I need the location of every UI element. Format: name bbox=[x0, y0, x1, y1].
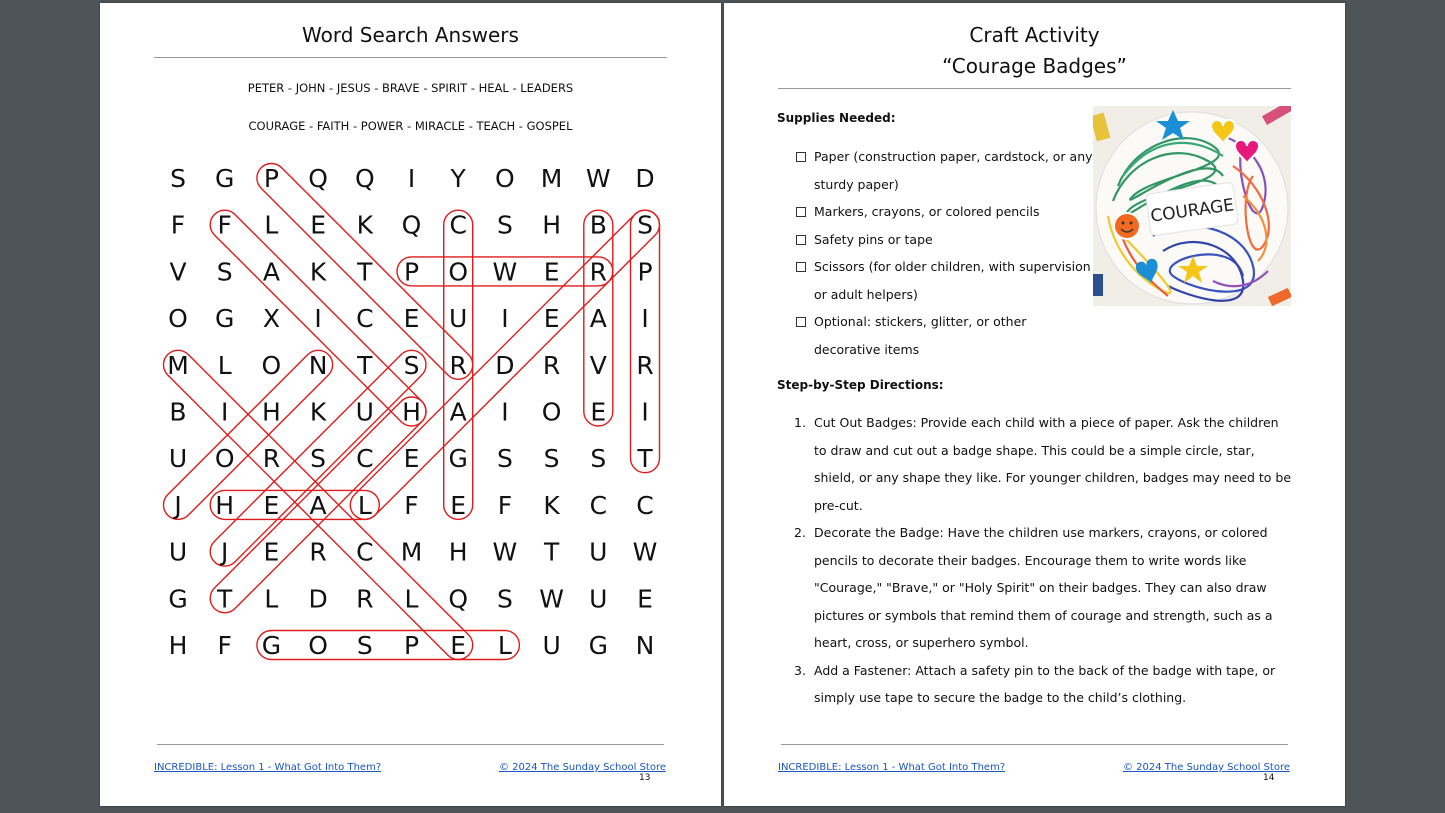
grid-letter: U bbox=[168, 444, 188, 474]
grid-letter: E bbox=[403, 304, 420, 334]
step-number: 2. bbox=[794, 525, 806, 540]
grid-letter: J bbox=[221, 537, 229, 567]
grid-letter: A bbox=[589, 304, 607, 334]
grid-letter: G bbox=[448, 444, 468, 474]
grid-letter: K bbox=[356, 210, 374, 240]
grid-letter: Q bbox=[308, 164, 328, 193]
grid-letter: C bbox=[449, 210, 467, 240]
grid-letter: O bbox=[214, 444, 235, 474]
grid-letter: H bbox=[168, 631, 188, 660]
grid-letter: S bbox=[590, 444, 607, 474]
grid-letter: C bbox=[589, 490, 608, 520]
grid-letter: L bbox=[497, 631, 512, 660]
grid-letter: T bbox=[357, 257, 373, 287]
word-search-grid bbox=[100, 3, 721, 703]
grid-letter: L bbox=[404, 584, 419, 614]
grid-letter: S bbox=[496, 210, 513, 240]
grid-letter: W bbox=[539, 584, 564, 614]
grid-letter: S bbox=[496, 584, 513, 614]
footer-lesson-link[interactable]: INCREDIBLE: Lesson 1 - What Got Into Them? bbox=[154, 762, 382, 773]
grid-letter: W bbox=[492, 537, 518, 567]
page-title-line-1: Craft Activity bbox=[969, 23, 1100, 47]
grid-letter: E bbox=[637, 584, 653, 614]
grid-letter: R bbox=[356, 584, 374, 614]
grid-letter: E bbox=[450, 631, 467, 660]
grid-letter: S bbox=[637, 210, 653, 240]
grid-letter: P bbox=[637, 257, 653, 287]
grid-letter: D bbox=[308, 584, 328, 614]
grid-letter: O bbox=[495, 164, 515, 193]
grid-letter: H bbox=[261, 397, 281, 427]
supplies-list bbox=[796, 143, 1096, 363]
grid-letter: C bbox=[356, 444, 374, 474]
grid-letter: E bbox=[543, 304, 560, 334]
footer-copyright-link[interactable]: © 2024 The Sunday School Store bbox=[499, 762, 666, 773]
footer-divider bbox=[157, 744, 664, 745]
page-14 bbox=[724, 3, 1345, 806]
grid-letter: B bbox=[169, 397, 187, 427]
grid-letter: G bbox=[261, 631, 282, 660]
step-number: 3. bbox=[794, 662, 806, 678]
grid-letter: L bbox=[264, 210, 279, 240]
grid-letter: J bbox=[174, 490, 182, 520]
grid-letter: K bbox=[543, 490, 560, 520]
grid-letter: S bbox=[216, 257, 233, 287]
step-text: Decorate the Badge: Have the children use markers, crayons, or colored pencils to decorate their badges. Encourage them to write words like "Courage," "Brave," or "Holy Spirit" on their badges. They can also draw pictures or symbols that remind them of courage and strength, such as a heart, cross, or superhero symbol. bbox=[814, 525, 1273, 650]
grid-letter: C bbox=[636, 490, 654, 520]
grid-letter: W bbox=[492, 257, 518, 287]
supply-text: Markers, crayons, or colored pencils bbox=[814, 204, 1040, 219]
grid-letter: V bbox=[589, 350, 607, 380]
grid-letter: H bbox=[542, 210, 562, 240]
checkbox-icon[interactable] bbox=[796, 207, 806, 217]
grid-letter: K bbox=[309, 257, 327, 287]
title-divider bbox=[778, 88, 1291, 89]
grid-letter: X bbox=[262, 304, 280, 334]
grid-letter: O bbox=[308, 631, 328, 660]
checkbox-icon[interactable] bbox=[796, 152, 806, 162]
supply-text: Paper (construction paper, cardstock, or any sturdy paper) bbox=[814, 149, 1093, 192]
supply-text: Safety pins or tape bbox=[814, 231, 933, 247]
supply-item bbox=[796, 308, 1096, 363]
word-list-line-1: PETER - JOHN - JESUS - BRAVE - SPIRIT - HEAL - LEADERS bbox=[247, 81, 574, 95]
directions-list bbox=[794, 409, 1294, 712]
step-text: Cut Out Badges: Provide each child with a piece of paper. Ask the children to draw and cut out a badge shape. This could be a simple circle, star, shield, or any shape they like. For younger children, badges may need to be pre-cut. bbox=[814, 415, 1292, 513]
answer-highlight-spirit bbox=[631, 210, 660, 473]
grid-letter: F bbox=[497, 490, 513, 520]
grid-letter: I bbox=[501, 304, 509, 334]
grid-letter: M bbox=[167, 350, 189, 380]
grid-letter: Q bbox=[448, 584, 469, 614]
grid-letter: E bbox=[590, 397, 607, 427]
grid-letter: S bbox=[543, 444, 560, 474]
footer-copyright-link[interactable]: © 2024 The Sunday School Store bbox=[1123, 762, 1290, 773]
grid-letter: T bbox=[217, 584, 233, 614]
grid-letter: M bbox=[540, 164, 563, 193]
directions-heading: Step-by-Step Directions: bbox=[777, 378, 944, 392]
checkbox-icon[interactable] bbox=[796, 262, 806, 272]
grid-letter: R bbox=[309, 537, 327, 567]
grid-letter: E bbox=[403, 444, 420, 474]
grid-letter: O bbox=[261, 350, 282, 380]
grid-letter: T bbox=[357, 350, 373, 380]
grid-letter: L bbox=[217, 350, 232, 380]
step-text: Add a Fastener: Attach a safety pin to the back of the badge with tape, or simply use tape to secure the badge to the child’s clothing. bbox=[814, 662, 1276, 705]
grid-letter: I bbox=[221, 397, 229, 427]
grid-letter: V bbox=[169, 257, 187, 287]
footer-divider bbox=[781, 744, 1288, 745]
grid-letter: O bbox=[448, 257, 469, 287]
grid-letter: L bbox=[264, 584, 279, 614]
grid-letter: A bbox=[262, 257, 280, 287]
grid-letter: H bbox=[448, 537, 468, 567]
grid-letter: S bbox=[356, 631, 373, 660]
grid-letter: E bbox=[450, 490, 467, 520]
grid-letter: S bbox=[170, 164, 186, 193]
grid-letter: B bbox=[589, 210, 607, 240]
grid-letter: E bbox=[543, 257, 560, 287]
supply-item bbox=[796, 226, 1096, 254]
grid-letter: A bbox=[449, 397, 467, 427]
grid-letter: H bbox=[402, 397, 421, 427]
grid-letter: I bbox=[314, 304, 322, 334]
grid-letter: R bbox=[636, 350, 654, 380]
grid-letter: U bbox=[355, 397, 374, 427]
grid-letter: U bbox=[449, 304, 468, 334]
grid-letter: Q bbox=[354, 164, 375, 193]
grid-letter: Y bbox=[450, 164, 466, 193]
grid-letter: U bbox=[542, 631, 561, 660]
grid-letter: S bbox=[496, 444, 513, 474]
grid-letter: L bbox=[357, 490, 372, 520]
footer-lesson-link[interactable]: INCREDIBLE: Lesson 1 - What Got Into Them? bbox=[778, 762, 1006, 773]
grid-letter: S bbox=[403, 350, 420, 380]
grid-letter: R bbox=[449, 350, 467, 380]
grid-letter: P bbox=[403, 257, 420, 287]
grid-letter: O bbox=[541, 397, 562, 427]
answer-highlight-gospel bbox=[257, 631, 520, 660]
grid-letter: M bbox=[400, 537, 423, 567]
grid-letter: C bbox=[356, 304, 374, 334]
direction-step bbox=[794, 657, 1294, 712]
page-number: 13 bbox=[639, 773, 651, 783]
grid-letter: D bbox=[495, 350, 515, 380]
grid-letter: R bbox=[542, 350, 561, 380]
grid-letter: R bbox=[262, 444, 281, 474]
grid-letter: O bbox=[168, 304, 188, 334]
checkbox-icon[interactable] bbox=[796, 235, 806, 245]
grid-letter: W bbox=[632, 537, 658, 567]
grid-letter: T bbox=[637, 444, 653, 474]
grid-letter: I bbox=[641, 304, 649, 334]
grid-letter: T bbox=[543, 537, 560, 567]
word-list-line-2: COURAGE - FAITH - POWER - MIRACLE - TEACH - GOSPEL bbox=[248, 119, 573, 133]
page-13 bbox=[100, 3, 721, 806]
page-number: 14 bbox=[1263, 773, 1275, 783]
grid-letter: S bbox=[310, 444, 327, 474]
grid-letter: P bbox=[403, 631, 420, 660]
image-label: COURAGE bbox=[1149, 195, 1236, 227]
supplies-heading: Supplies Needed: bbox=[777, 111, 896, 125]
page-title-line-2: “Courage Badges” bbox=[942, 54, 1127, 78]
grid-letter: U bbox=[589, 537, 608, 567]
grid-letter: F bbox=[404, 490, 419, 520]
grid-letter: F bbox=[217, 210, 232, 240]
supply-item bbox=[796, 143, 1096, 198]
grid-letter: C bbox=[356, 537, 374, 567]
grid-letter: E bbox=[263, 490, 280, 520]
courage-badge-image bbox=[1093, 106, 1291, 306]
grid-letter: W bbox=[585, 164, 611, 193]
grid-letter: N bbox=[308, 350, 328, 380]
grid-letter: D bbox=[635, 164, 655, 193]
grid-letter: F bbox=[217, 631, 232, 660]
supply-text: Scissors (for older children, with supervision or adult helpers) bbox=[814, 259, 1091, 302]
grid-letter: I bbox=[407, 164, 416, 193]
grid-letter: Q bbox=[401, 210, 422, 240]
grid-letter: K bbox=[309, 397, 327, 427]
grid-letter: I bbox=[641, 397, 649, 427]
grid-letter: E bbox=[263, 537, 280, 567]
supply-text: Optional: stickers, glitter, or other decorative items bbox=[814, 314, 1027, 357]
grid-letter: G bbox=[588, 631, 608, 660]
page-title: Word Search Answers bbox=[302, 23, 519, 47]
grid-letter: H bbox=[215, 490, 235, 520]
grid-letter: A bbox=[309, 490, 327, 520]
grid-letter: G bbox=[215, 304, 235, 334]
grid-letter: U bbox=[168, 537, 188, 567]
step-number: 1. bbox=[794, 415, 806, 430]
grid-letter: E bbox=[310, 210, 326, 240]
direction-step bbox=[794, 409, 1294, 519]
supply-item bbox=[796, 198, 1096, 226]
grid-letter: G bbox=[168, 584, 188, 614]
checkbox-icon[interactable] bbox=[796, 317, 806, 327]
grid-letter: F bbox=[170, 210, 186, 240]
grid-letter: I bbox=[501, 397, 509, 427]
supply-item bbox=[796, 253, 1096, 308]
direction-step bbox=[794, 519, 1294, 657]
grid-letter: U bbox=[589, 584, 608, 614]
grid-letter: R bbox=[589, 257, 607, 287]
grid-letter: P bbox=[263, 164, 279, 193]
grid-letter: G bbox=[215, 164, 235, 193]
grid-letter: N bbox=[635, 631, 655, 660]
